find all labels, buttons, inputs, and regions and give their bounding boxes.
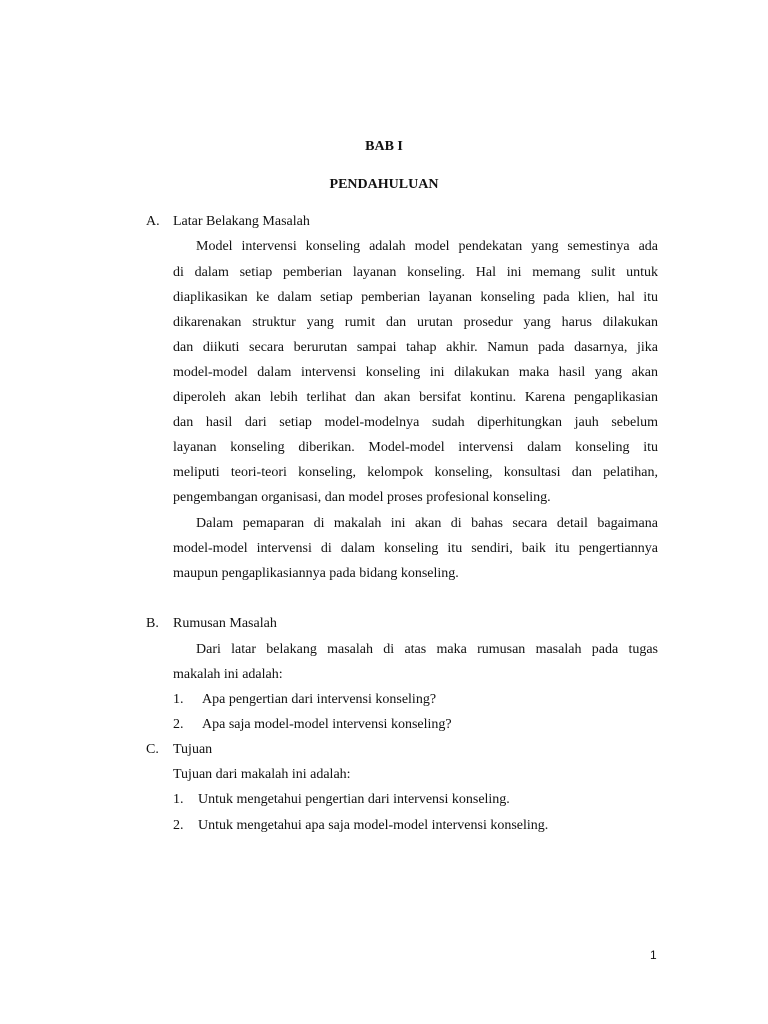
- paragraph-line: Model intervensi konseling adalah model pendekatan yang semestinya ada: [196, 239, 658, 254]
- list-item-number: 2.: [173, 717, 184, 732]
- list-item-text: Apa pengertian dari intervensi konseling?: [202, 692, 437, 707]
- paragraph-line: dan diikuti secara berurutan sampai tahap akhir. Namun pada dasarnya, jika: [173, 340, 658, 355]
- list-item-number: 1.: [173, 692, 184, 707]
- paragraph-line: meliputi teori-teori konseling, kelompok konseling, konsultasi dan pelatihan,: [173, 465, 658, 480]
- paragraph-line: diperoleh akan lebih terlihat dan akan bersifat kontinu. Karena pengaplikasian: [173, 390, 658, 405]
- list-item-text: Untuk mengetahui pengertian dari intervensi konseling.: [198, 792, 510, 807]
- paragraph-line: diaplikasikan ke dalam setiap pemberian layanan konseling pada klien, hal itu: [173, 290, 658, 305]
- paragraph-line: maupun pengaplikasiannya pada bidang konseling.: [173, 566, 459, 581]
- paragraph-line: di dalam setiap pemberian layanan konseling. Hal ini memang sulit untuk: [173, 265, 658, 280]
- chapter-title: PENDAHULUAN: [329, 177, 439, 192]
- section-b-heading: Rumusan Masalah: [173, 616, 277, 631]
- paragraph-line: model-model dalam intervensi konseling ini dilakukan maka hasil yang akan: [173, 365, 658, 380]
- chapter-label: BAB I: [365, 139, 403, 154]
- section-c-letter: C.: [146, 742, 159, 757]
- paragraph-line: makalah ini adalah:: [173, 667, 283, 682]
- paragraph-line: Dari latar belakang masalah di atas maka rumusan masalah pada tugas: [196, 642, 658, 657]
- list-item-number: 2.: [173, 818, 184, 833]
- section-a-heading: Latar Belakang Masalah: [173, 214, 310, 229]
- page-number: 1: [650, 948, 657, 962]
- paragraph-line: Tujuan dari makalah ini adalah:: [173, 767, 351, 782]
- list-item-number: 1.: [173, 792, 184, 807]
- section-c-heading: Tujuan: [173, 742, 213, 757]
- section-a-letter: A.: [146, 214, 160, 229]
- paragraph-line: dan hasil dari setiap model-modelnya sudah diperhitungkan jauh sebelum: [173, 415, 658, 430]
- section-b-letter: B.: [146, 616, 159, 631]
- list-item-text: Untuk mengetahui apa saja model-model intervensi konseling.: [198, 818, 549, 833]
- paragraph-line: dikarenakan struktur yang rumit dan urutan prosedur yang harus dilakukan: [173, 315, 658, 330]
- list-item-text: Apa saja model-model intervensi konseling?: [202, 717, 452, 732]
- paragraph-line: Dalam pemaparan di makalah ini akan di bahas secara detail bagaimana: [196, 516, 658, 531]
- paragraph-line: layanan konseling diberikan. Model-model intervensi dalam konseling itu: [173, 440, 658, 455]
- paragraph-line: model-model intervensi di dalam konseling itu sendiri, baik itu pengertiannya: [173, 541, 658, 556]
- paragraph-line: pengembangan organisasi, dan model proses profesional konseling.: [173, 490, 551, 505]
